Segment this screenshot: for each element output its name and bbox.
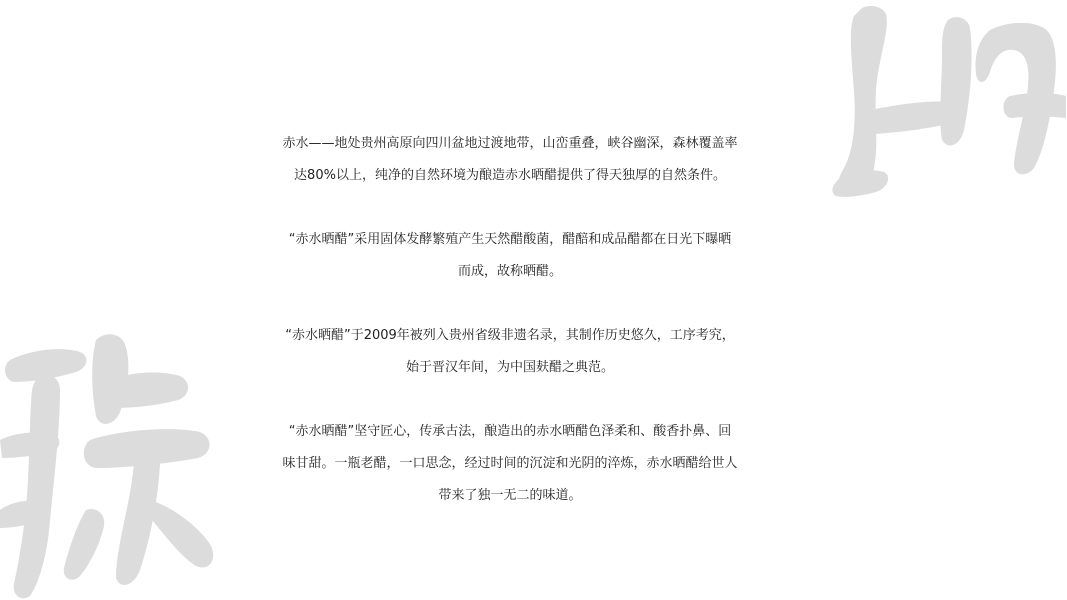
paragraph-craft: [270, 416, 750, 512]
intro-text-block: [270, 128, 750, 512]
text-line: “赤水晒醋”于2009年被列入贵州省级非遗名录，其制作历史悠久，工序考究，: [285, 328, 735, 343]
text-line: “赤水晒醋”坚守匠心，传承古法，酿造出的赤水晒醋色泽柔和、酸香扑鼻、回: [288, 424, 732, 439]
paragraph-process: [270, 224, 750, 288]
paragraph-heritage: [270, 320, 750, 384]
calligraphy-decoration-top-right: [830, 0, 1067, 205]
text-line: 带来了独一无二的味道。: [438, 488, 582, 503]
text-line: 始于晋汉年间，为中国麸醋之典范。: [405, 360, 614, 375]
calligraphy-decoration-bottom-left: [0, 320, 230, 600]
text-line: 味甘甜。一瓶老醋，一口思念，经过时间的沉淀和光阴的淬炼，赤水晒醋给世人: [282, 456, 738, 471]
text-line: 而成，故称晒醋。: [457, 264, 562, 279]
text-line: 达80%以上，纯净的自然环境为酿造赤水晒醋提供了得天独厚的自然条件。: [294, 168, 726, 183]
text-line: “赤水晒醋”采用固体发酵繁殖产生天然醋酸菌，醋醅和成品醋都在日光下曝晒: [288, 232, 732, 247]
text-line: 赤水——地处贵州高原向四川盆地过渡地带，山峦重叠，峡谷幽深，森林覆盖率: [282, 136, 738, 151]
paragraph-geography: [270, 128, 750, 192]
